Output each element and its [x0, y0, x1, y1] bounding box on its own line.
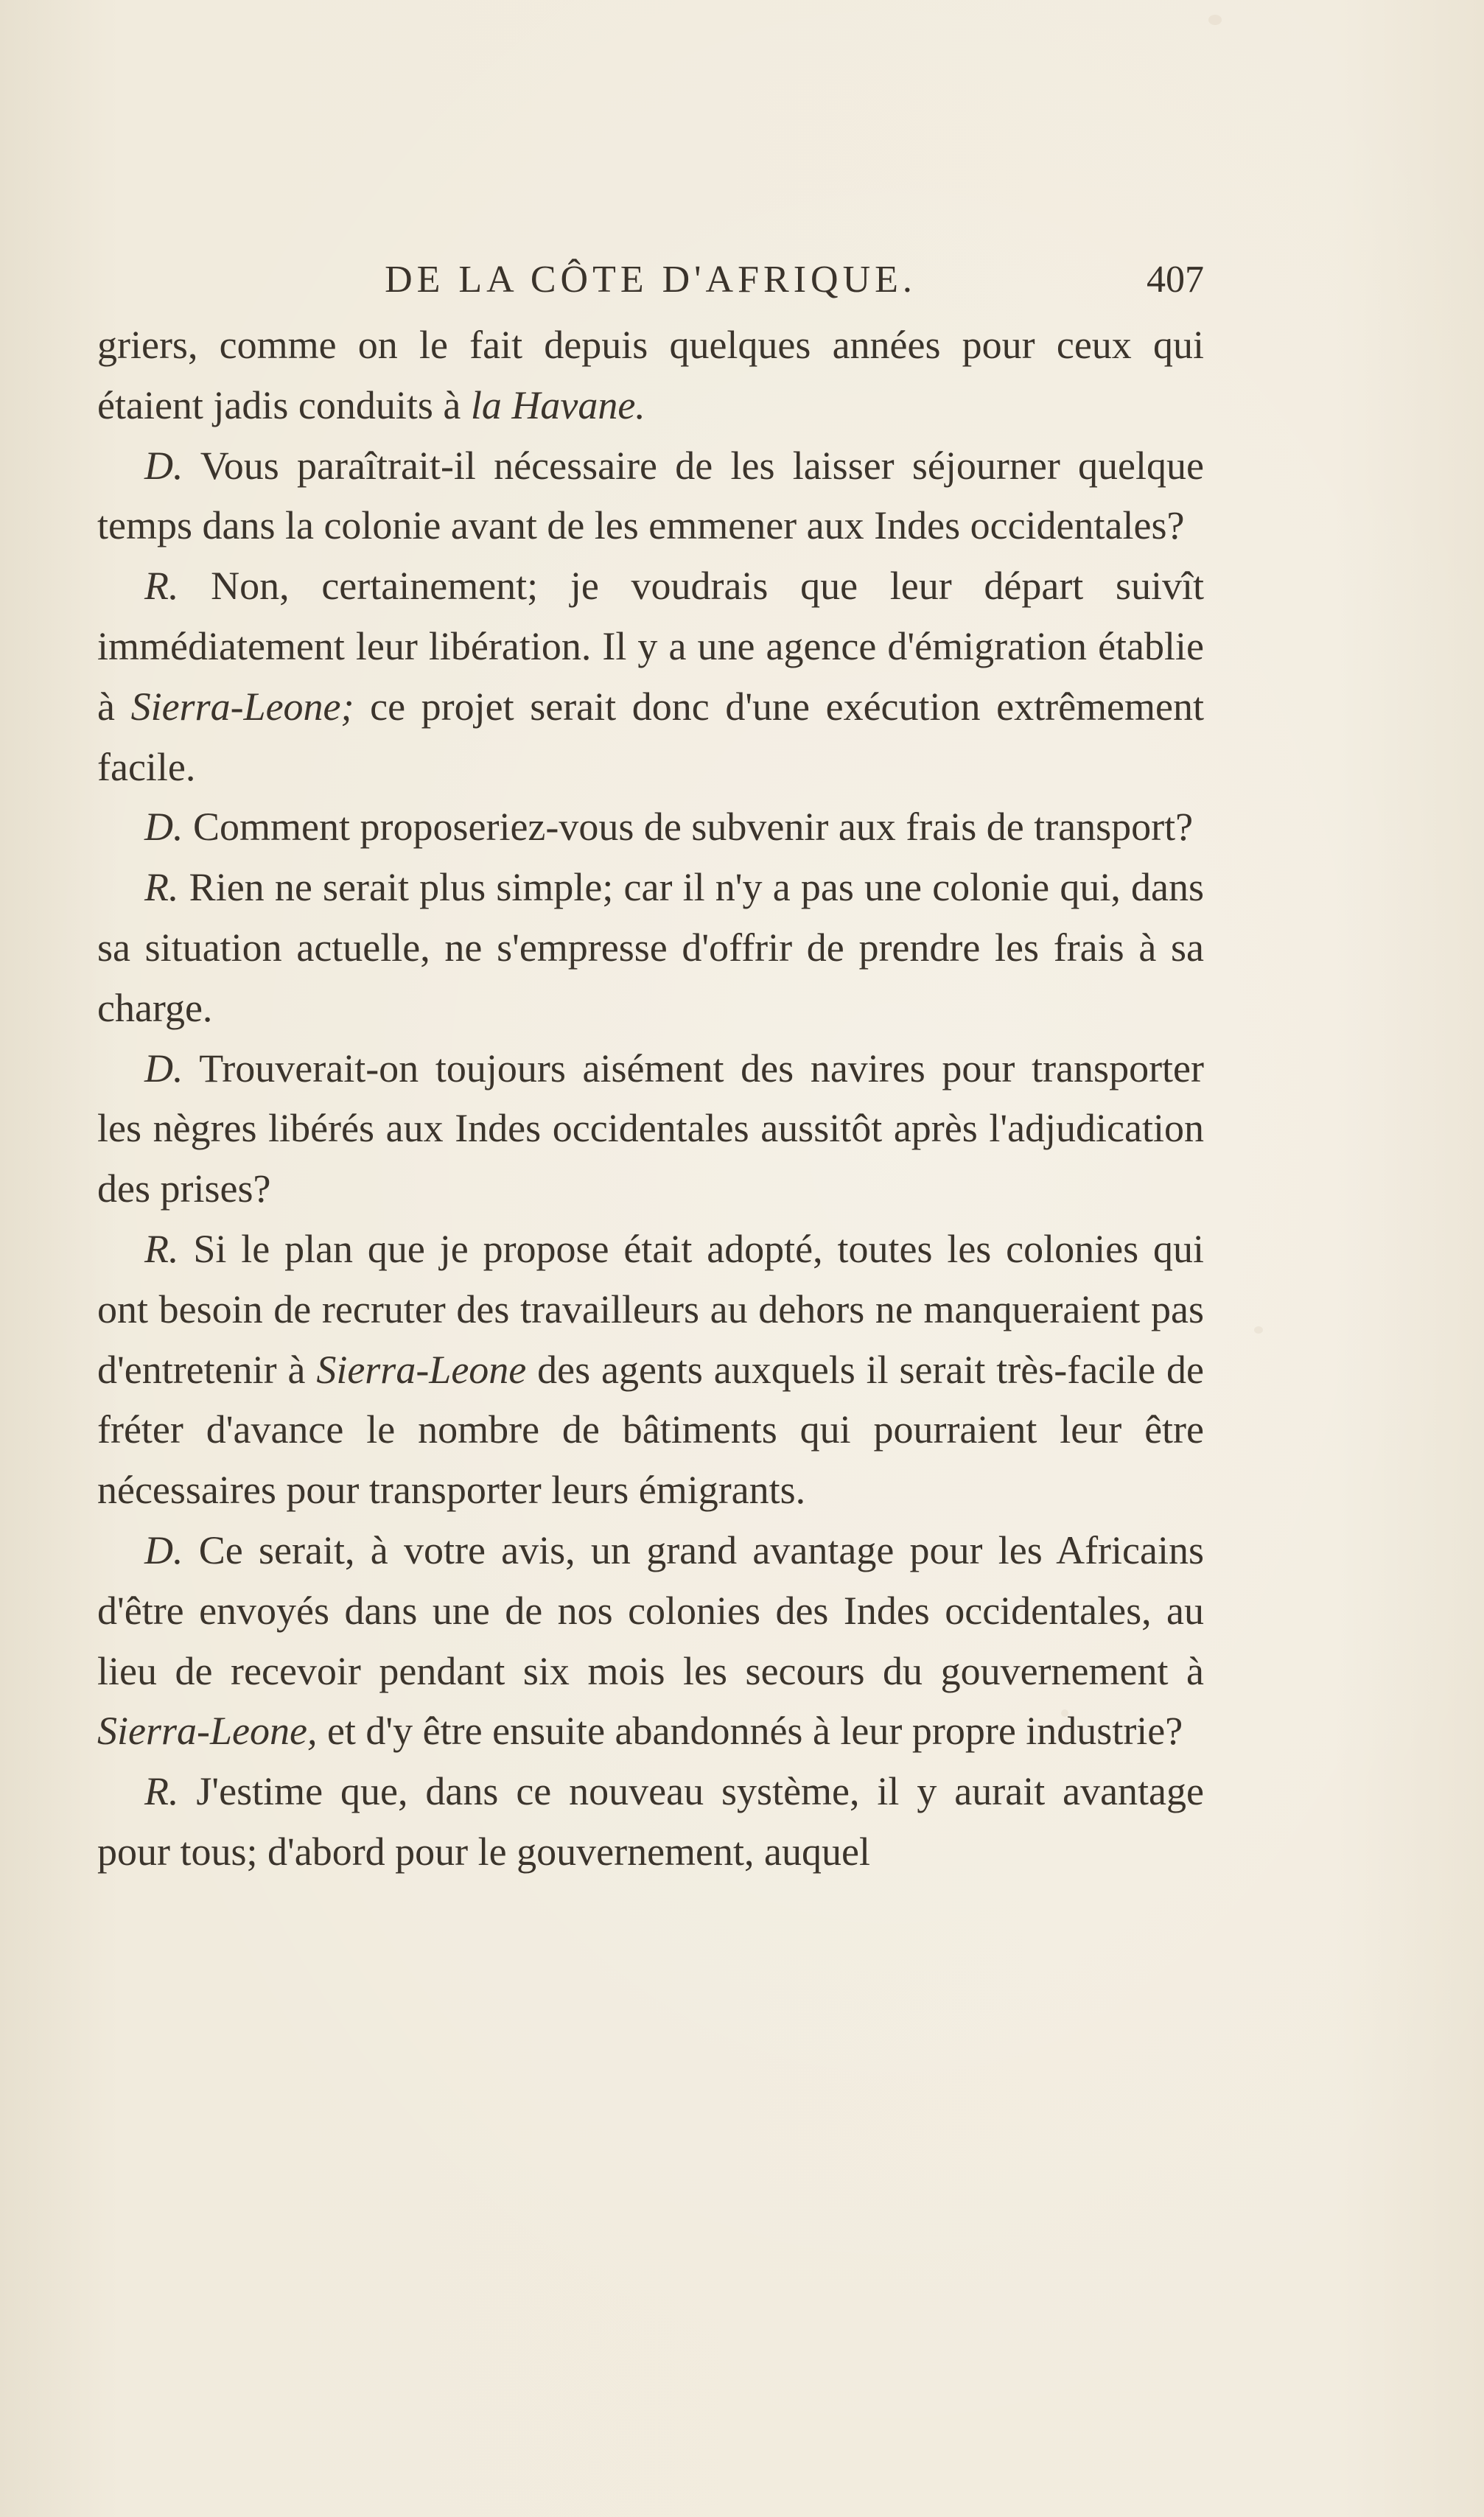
text-run: Comment proposeriez-vous de subvenir aux frais de transport?: [183, 805, 1194, 850]
paper-spot: [1254, 1326, 1263, 1334]
page-number: 407: [1147, 259, 1204, 301]
speaker-label: D.: [144, 1527, 183, 1572]
text-run: des agents auxquels il serait très-facile de fréter d'avance le nombre de bâtiments qui pourraient leur être nécessaires pour transporter leurs émigrants.: [97, 1347, 1204, 1513]
paragraph-continuation: [97, 315, 1204, 436]
paragraph-question: [97, 797, 1204, 858]
speaker-label: R.: [144, 564, 179, 609]
speaker-label: D.: [144, 1046, 183, 1091]
running-title: DE LA CÔTE D'AFRIQUE.: [385, 259, 917, 301]
italic-text-run: Sierra-Leone,: [97, 1709, 318, 1754]
paragraph-answer: [97, 1219, 1204, 1521]
italic-text-run: la Havane.: [470, 382, 645, 427]
paragraph-question: [97, 1521, 1204, 1762]
paragraph-question: [97, 436, 1204, 557]
speaker-label: R.: [144, 1226, 179, 1271]
text-run: griers, comme on le fait depuis quelques années pour ceux qui étaient jadis conduits à: [97, 323, 1204, 427]
italic-text-run: Sierra-Leone: [316, 1347, 527, 1392]
speaker-label: D.: [144, 805, 183, 850]
text-run: Vous paraîtrait-il nécessaire de les laisser séjourner quelque temps dans la colonie avant de les emmener aux Indes occidentales?: [97, 443, 1204, 548]
paragraph-answer: [97, 858, 1204, 1038]
paper-spot: [1208, 15, 1222, 25]
italic-text-run: Sierra-Leone;: [130, 684, 354, 729]
text-run: Rien ne serait plus simple; car il n'y a pas une colonie qui, dans sa situation actuelle, ne s'empresse d'offrir de prendre les frais à sa charge.: [97, 865, 1204, 1030]
text-run: Trouverait-on toujours aisément des navires pour transporter les nègres libérés aux Indes occidentales aussitôt après l'adjudication des prises?: [97, 1046, 1204, 1211]
body-text: [97, 315, 1204, 1883]
speaker-label: D.: [144, 443, 183, 488]
text-run: Si le plan que je propose était adopté, toutes les colonies qui ont besoin de recruter des travailleurs au dehors ne manqueraient pas d'entretenir à: [97, 1226, 1204, 1392]
paragraph-answer: [97, 556, 1204, 797]
speaker-label: R.: [144, 1769, 179, 1814]
speaker-label: R.: [144, 865, 179, 910]
paragraph-question: [97, 1039, 1204, 1219]
text-run: J'estime que, dans ce nouveau système, il y aurait avantage pour tous; d'abord pour le gouvernement, auquel: [97, 1769, 1204, 1874]
running-head: [97, 251, 1204, 309]
text-run: ce projet serait donc d'une exécution extrêmement facile.: [97, 684, 1204, 789]
text-run: Ce serait, à votre avis, un grand avantage pour les Africains d'être envoyés dans une de nos colonies des Indes occidentales, au lieu de recevoir pendant six mois les secours du gouvernement à: [97, 1527, 1204, 1693]
text-run: et d'y être ensuite abandonnés à leur propre industrie?: [317, 1709, 1183, 1754]
paragraph-answer: [97, 1762, 1204, 1883]
text-run: Non, certainement; je voudrais que leur départ suivît immédiatement leur libération. Il y a une agence d'émigration établie à: [97, 564, 1204, 729]
